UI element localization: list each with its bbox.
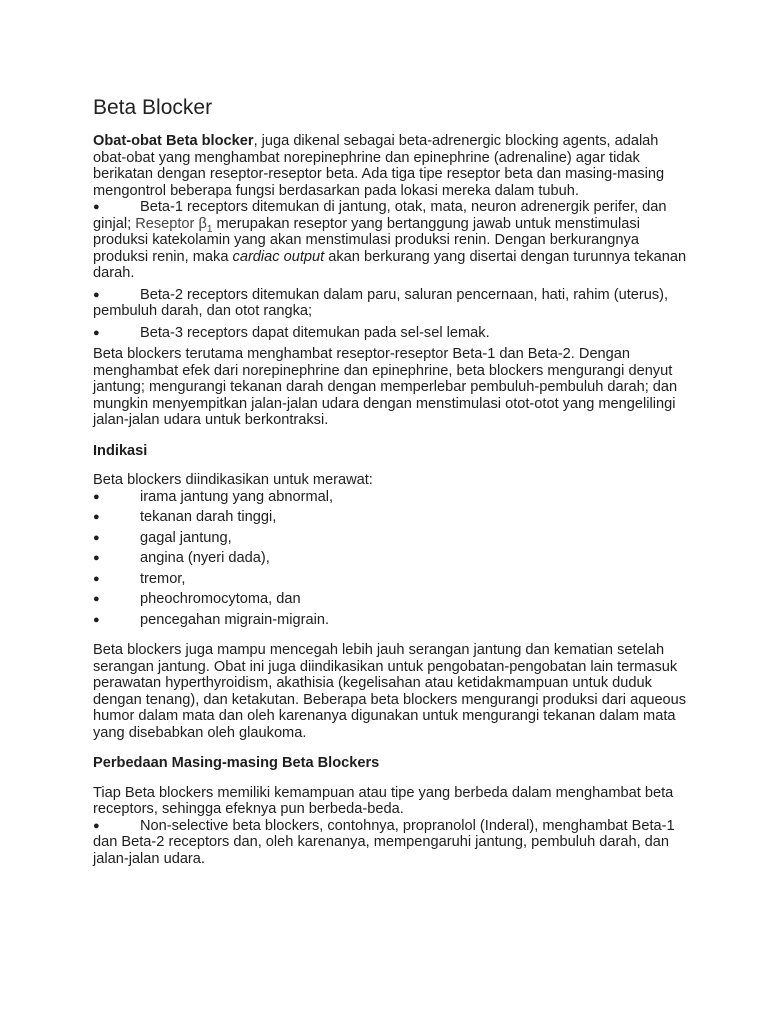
receptor-text: akan berkurang yang disertai dengan turunnya tekanan darah. (93, 248, 687, 281)
beta-blockers-paragraph: Beta blockers terutama menghambat reseptor-reseptor Beta-1 dan Beta-2. Dengan menghambat efek dari norepinephrine dan epinephrine, beta blockers mengurangi denyut jantung; mengurangi tekanan darah dengan memperlebar pembuluh-pembuluh darah; dan mungkin menyempitkan jalan-jalan udara dengan menstimulasi otot-otot yang mengelilingi jalan-jalan udara untuk berkontraksi. (93, 346, 678, 428)
bullet-icon: ● (93, 819, 100, 832)
indikasi-paragraph: Beta blockers juga mampu mencegah lebih jauh serangan jantung dan kematian setelah serangan jantung. Obat ini juga diindikasikan untuk pengobatan-pengobatan lain termasuk perawatan hyperthyroidism, akathisia (kegelisahan atau ketidakmampuan untuk duduk dengan tenang), dan ketakutan. Beberapa beta blockers mengurangi produksi dari aqueous humor dalam mata dan oleh karenanya digunakan untuk mengurangi tekanan dalam mata yang disebabkan oleh glaukoma. (93, 642, 687, 741)
bullet-icon: ● (93, 288, 100, 301)
list-item (93, 199, 693, 282)
list-item: ● pheochromocytoma, dan (93, 591, 301, 607)
list-item (93, 325, 693, 342)
list-item: ● pencegahan migrain-migrain. (93, 611, 330, 628)
intro-bold-term: Obat-obat Beta blocker (93, 133, 254, 149)
bullet-icon: ● (93, 201, 100, 213)
indikasi-lead: Beta blockers diindikasikan untuk merawat: (93, 472, 373, 488)
intro-paragraph (93, 133, 693, 199)
bullet-icon: ● (93, 572, 100, 585)
bullet-icon: ● (93, 552, 100, 564)
bullet-icon: ● (93, 326, 100, 339)
intro-text: , juga dikenal sebagai beta-adrenergic blocking agents, adalah obat-obat yang menghambat norepinephrine dan epinephrine (adrenaline) agar tidak berikatan dengan reseptor-reseptor beta. Ada tiga tipe reseptor beta dan masing-masing mengontrol beberapa fungsi berdasarkan pada lokasi mereka dalam tubuh. (93, 133, 665, 199)
list-item: ● Non-selective beta blockers, contohnya, propranolol (Inderal), menghambat Beta-1 dan Beta-2 receptors dan, oleh karenanya, mempengaruhi jantung, pembuluh darah, dan jalan-jalan udara. (93, 817, 675, 867)
bullet-icon: ● (93, 613, 100, 626)
bullet-icon: ● (93, 490, 100, 503)
perbedaan-heading: Perbedaan Masing-masing Beta Blockers (93, 755, 380, 771)
receptor-list (93, 199, 693, 341)
receptor-text: merupakan reseptor yang bertanggung jawab untuk menstimulasi produksi katekolamin yang akan menstimulasi produksi renin. Dengan berkurangnya produksi renin, maka (93, 215, 640, 265)
perbedaan-list (93, 818, 693, 868)
receptor-text: Beta-1 receptors ditemukan di jantung, otak, mata, neuron adrenergik perifer, dan ginjal; (93, 199, 667, 232)
list-item: ● irama jantung yang abnormal, (93, 488, 334, 505)
article-body (93, 96, 693, 872)
indikasi-heading: Indikasi (93, 442, 148, 459)
list-item: ● gagal jantung, (93, 529, 232, 546)
list-item: ● tekanan darah tinggi, (93, 509, 277, 525)
list-item: ● angina (nyeri dada), (93, 550, 270, 566)
bullet-icon: ● (93, 593, 100, 605)
indikasi-list (93, 489, 693, 629)
receptor-text: Beta-2 receptors ditemukan dalam paru, saluran pencernaan, hati, rahim (uterus), pembuluh darah, dan otot rangka; (93, 286, 669, 319)
list-item: ● tremor, (93, 570, 186, 587)
bullet-icon: ● (93, 511, 100, 523)
perbedaan-paragraph: Tiap Beta blockers memiliki kemampuan atau tipe yang berbeda dalam menghambat beta receptors, sehingga efeknya pun berbeda-beda. (93, 784, 674, 817)
receptor-symbol: Reseptor $\beta_1$ (135, 215, 213, 235)
receptor-text: Beta-3 receptors dapat ditemukan pada sel-sel lemak. (140, 324, 490, 341)
page-title: Beta Blocker (93, 96, 213, 119)
italic-term: cardiac output (232, 248, 325, 265)
bullet-icon: ● (93, 531, 100, 544)
list-item (93, 287, 693, 320)
